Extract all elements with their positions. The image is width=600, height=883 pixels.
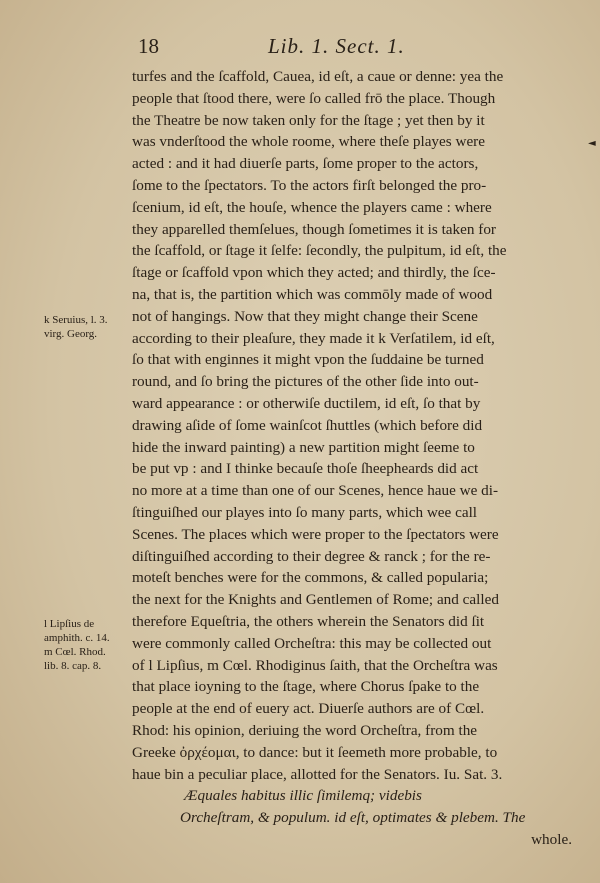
- text-line: acted : and it had diuerſe parts, ſome proper to the actors,: [132, 155, 479, 173]
- page-number: 18: [138, 34, 159, 58]
- text-line: round, and ſo bring the pictures of the other ſide into out-: [132, 373, 479, 391]
- text-line: na, that is, the partition which was commōly made of wood: [132, 285, 493, 303]
- running-head: Lib. 1. Sect. 1.: [268, 34, 405, 58]
- text-line: moteſt benches were for the commons, & called popularia;: [132, 569, 489, 587]
- text-line: drawing aſide of ſome wainſcot ſhuttles (which before did: [132, 416, 483, 434]
- text-line: that place ioyning to the ſtage, where Chorus ſpake to the: [132, 678, 480, 696]
- marginal-note-line: lib. 8. cap. 8.: [44, 660, 102, 672]
- text-line: no more at a time than one of our Scenes, hence haue we di-: [132, 482, 499, 500]
- text-line: the next for the Knights and Gentlemen of Rome; and called: [132, 591, 499, 609]
- text-line: turfes and the ſcaffold, Cauea, id eſt, a caue or denne: yea the: [132, 68, 504, 85]
- text-line: the Theatre be now taken only for the ſtage ; yet then by it: [132, 111, 485, 129]
- text-line: people that ſtood there, were ſo called frō the place. Though: [132, 89, 496, 107]
- text-line: were commonly called Orcheſtra: this may be collected out: [132, 634, 492, 652]
- marginal-note-line: virg. Georg.: [44, 328, 98, 340]
- text-line: diſtinguiſhed according to their degree & ranck ; for the re-: [132, 547, 491, 565]
- text-line: was vnderſtood the whole roome, where theſe playes were: [132, 133, 485, 151]
- text-line: ward appearance : or otherwiſe ductilem, id eſt, ſo that by: [132, 394, 481, 412]
- text-line: ſtage or ſcaffold vpon which they acted; and thirdly, the ſce-: [132, 264, 496, 282]
- text-line: ſcenium, id eſt, the houſe, whence the players came : where: [132, 198, 492, 216]
- text-line: ſome to the ſpectators. To the actors firſt belonged the pro-: [132, 176, 487, 194]
- text-line: according to their pleaſure, they made it k Verſatilem, id eſt,: [132, 329, 495, 347]
- verse-line: Orcheſtram, & populum. id eſt, optimates & plebem. The: [180, 809, 526, 827]
- text-line: therefore Equeſtria, the others wherein the Senators did ſit: [132, 612, 485, 630]
- catchword: whole.: [531, 830, 572, 848]
- text-line: they apparelled themſelues, though ſometimes it is taken for: [132, 220, 496, 238]
- verse-line: Æquales habitus illic ſimilemq; videbis: [184, 787, 422, 805]
- marginal-note-lm: [44, 617, 130, 673]
- text-line: hide the inward painting) a new partition might ſeeme to: [132, 438, 475, 456]
- text-line: ſo that with enginnes it might vpon the ſuddaine be turned: [132, 351, 484, 369]
- text-line: not of hangings. Now that they might change their Scene: [132, 307, 478, 325]
- text-line: Greeke ὀρχέομαι, to dance: but it ſeemeth more probable, to: [132, 743, 498, 761]
- text-line: Rhod: his opinion, deriuing the word Orcheſtra, from the: [132, 721, 478, 739]
- text-line: people at the end of euery act. Diuerſe authors are of Cœl.: [132, 700, 485, 718]
- arrow-mark-icon: ◄: [588, 138, 596, 149]
- marginal-note-k: [44, 313, 130, 341]
- body-text: [132, 66, 576, 851]
- marginal-note-line: l Lipſius de: [44, 618, 95, 630]
- page-header: [138, 34, 468, 60]
- text-line: ſtinguiſhed our playes into ſo many parts, which wee call: [132, 503, 478, 521]
- marginal-note-line: m Cœl. Rhod.: [44, 646, 106, 658]
- text-line: the ſcaffold, or ſtage it ſelfe: ſecondly, the pulpitum, id eſt, the: [132, 242, 507, 260]
- marginal-note-line: k Seruius, l. 3.: [44, 314, 108, 326]
- text-line: of l Lipſius, m Cœl. Rhodiginus ſaith, that the Orcheſtra was: [132, 656, 498, 674]
- text-line: be put vp : and I thinke becauſe thoſe ſheepheards did act: [132, 460, 479, 478]
- marginal-note-line: amphith. c. 14.: [44, 632, 110, 644]
- text-line: Scenes. The places which were proper to the ſpectators were: [132, 525, 499, 543]
- text-line: haue bin a peculiar place, allotted for the Senators. Iu. Sat. 3.: [132, 765, 503, 783]
